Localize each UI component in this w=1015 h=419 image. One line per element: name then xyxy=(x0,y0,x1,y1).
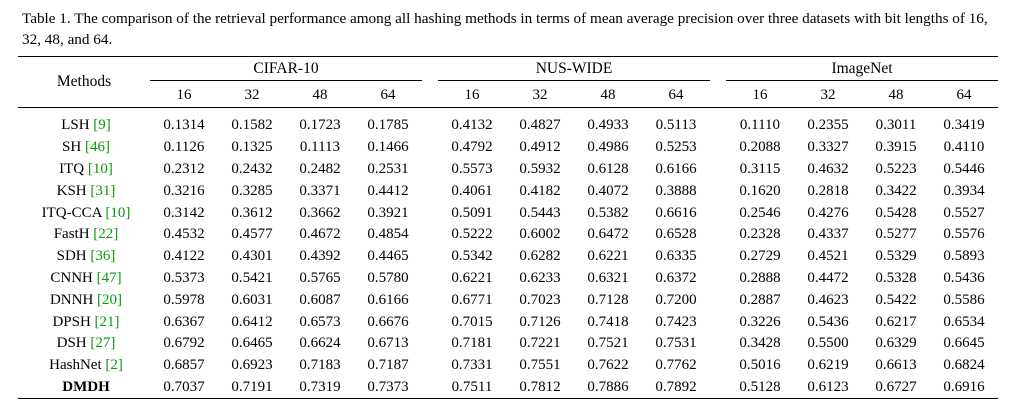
bits-header-imagenet-64: 64 xyxy=(956,86,972,103)
map-value-cell: 0.4827 xyxy=(519,117,561,134)
bits-header-cifar-32: 32 xyxy=(244,86,260,103)
map-value-cell: 0.4472 xyxy=(807,269,849,286)
map-value-cell: 0.5373 xyxy=(163,269,205,286)
map-value-cell: 0.7221 xyxy=(519,335,561,352)
map-value-cell: 0.5428 xyxy=(875,204,917,221)
column-gap xyxy=(710,115,726,137)
row-method-name xyxy=(18,377,150,399)
map-value-cell: 0.6465 xyxy=(231,335,273,352)
map-value-cell: 0.5443 xyxy=(519,204,561,221)
map-value-cell: 0.6534 xyxy=(943,313,985,330)
map-value-cell: 0.6031 xyxy=(231,291,273,308)
map-value-cell: 0.7423 xyxy=(655,313,697,330)
map-value-cell: 0.4276 xyxy=(807,204,849,221)
spacer-cell xyxy=(710,399,726,405)
map-value-cell: 0.6792 xyxy=(163,335,205,352)
map-value-cell: 0.5329 xyxy=(875,248,917,265)
spacer-cell xyxy=(506,108,574,116)
map-value-cell: 0.7126 xyxy=(519,313,561,330)
map-value-cell: 0.4061 xyxy=(451,182,493,199)
row-method-name xyxy=(18,268,150,290)
column-gap xyxy=(710,355,726,377)
method-label: DPSH xyxy=(52,313,91,330)
map-value-cell: 0.7418 xyxy=(587,313,629,330)
row-method-name xyxy=(18,311,150,333)
table-bottom-rule xyxy=(18,399,998,405)
map-value-cell: 0.3921 xyxy=(367,204,409,221)
map-value-cell: 0.4122 xyxy=(163,248,205,265)
methods-column-header: Methods xyxy=(18,57,150,108)
map-value-cell: 0.6321 xyxy=(587,269,629,286)
map-value-cell: 0.6857 xyxy=(163,357,205,374)
spacer-cell xyxy=(574,399,642,405)
group-header-cifar10 xyxy=(150,57,422,84)
map-value-cell: 0.6166 xyxy=(655,160,697,177)
column-gap xyxy=(422,377,438,399)
map-value-cell: 0.5500 xyxy=(807,335,849,352)
bits-header-imagenet-16: 16 xyxy=(752,86,768,103)
map-value-cell: 0.7181 xyxy=(451,335,493,352)
bits-header-nus-48: 48 xyxy=(600,86,616,103)
map-value-cell: 0.6824 xyxy=(943,357,985,374)
map-value-cell: 0.5342 xyxy=(451,248,493,265)
map-value-cell: 0.6923 xyxy=(231,357,273,374)
citation-ref[interactable]: [10] xyxy=(105,204,131,221)
table-row xyxy=(18,202,998,224)
map-value-cell: 0.1314 xyxy=(163,117,205,134)
map-value-cell: 0.3612 xyxy=(231,204,273,221)
map-value-cell: 0.3226 xyxy=(739,313,781,330)
map-value-cell: 0.4110 xyxy=(943,139,985,156)
table-row xyxy=(18,289,998,311)
method-label: DNNH xyxy=(49,291,94,308)
table-row xyxy=(18,137,998,159)
map-value-cell: 0.1126 xyxy=(163,139,205,156)
column-gap xyxy=(422,159,438,181)
column-gap xyxy=(710,159,726,181)
map-value-cell: 0.6128 xyxy=(587,160,629,177)
map-value-cell: 0.5253 xyxy=(655,139,697,156)
spacer-cell xyxy=(18,399,150,405)
map-value-cell: 0.7892 xyxy=(655,378,697,395)
map-value-cell: 0.7128 xyxy=(587,291,629,308)
map-value-cell: 0.6221 xyxy=(587,248,629,265)
spacer-cell xyxy=(218,399,286,405)
spacer-cell xyxy=(150,108,218,116)
spacer-cell xyxy=(422,108,438,116)
row-method-name xyxy=(18,202,150,224)
row-method-name xyxy=(18,355,150,377)
map-value-cell: 0.3888 xyxy=(655,182,697,199)
citation-ref[interactable]: [20] xyxy=(97,291,123,308)
column-gap xyxy=(710,289,726,311)
map-value-cell: 0.4912 xyxy=(519,139,561,156)
map-value-cell: 0.5421 xyxy=(231,269,273,286)
map-value-cell: 0.5780 xyxy=(367,269,409,286)
map-value-cell: 0.3371 xyxy=(299,182,341,199)
map-value-cell: 0.6916 xyxy=(943,378,985,395)
map-value-cell: 0.7191 xyxy=(231,378,273,395)
map-value-cell: 0.3011 xyxy=(875,117,917,134)
row-method-name xyxy=(18,289,150,311)
map-value-cell: 0.7511 xyxy=(451,378,493,395)
map-value-cell: 0.5328 xyxy=(875,269,917,286)
map-value-cell: 0.2729 xyxy=(739,248,781,265)
group-label-cifar10: CIFAR-10 xyxy=(150,60,422,81)
map-value-cell: 0.5765 xyxy=(299,269,341,286)
row-method-name xyxy=(18,224,150,246)
bits-header-cifar-16: 16 xyxy=(176,86,192,103)
method-label: HashNet xyxy=(49,357,102,374)
row-method-name xyxy=(18,159,150,181)
map-value-cell: 0.7015 xyxy=(451,313,493,330)
map-value-cell: 0.4337 xyxy=(807,226,849,243)
spacer-cell xyxy=(862,399,930,405)
table-row xyxy=(18,355,998,377)
method-label: SH xyxy=(62,139,82,156)
map-value-cell: 0.4792 xyxy=(451,139,493,156)
map-value-cell: 0.6335 xyxy=(655,248,697,265)
map-value-cell: 0.7023 xyxy=(519,291,561,308)
citation-ref[interactable]: [36] xyxy=(90,248,116,265)
map-value-cell: 0.3419 xyxy=(943,117,985,134)
map-value-cell: 0.6771 xyxy=(451,291,493,308)
map-value-cell: 0.2887 xyxy=(739,291,781,308)
bits-gap-1 xyxy=(422,84,438,108)
spacer-cell xyxy=(354,108,422,116)
map-value-cell: 0.5573 xyxy=(451,160,493,177)
citation-ref[interactable]: [9] xyxy=(93,117,111,134)
map-value-cell: 0.4412 xyxy=(367,182,409,199)
spacer-cell xyxy=(574,108,642,116)
column-gap xyxy=(422,115,438,137)
map-value-cell: 0.2432 xyxy=(231,160,273,177)
map-value-cell: 0.6217 xyxy=(875,313,917,330)
map-value-cell: 0.6123 xyxy=(807,378,849,395)
bits-gap-2 xyxy=(710,84,726,108)
map-value-cell: 0.6616 xyxy=(655,204,697,221)
map-value-cell: 0.6472 xyxy=(587,226,629,243)
spacer-cell xyxy=(286,399,354,405)
map-value-cell: 0.5446 xyxy=(943,160,985,177)
map-value-cell: 0.5932 xyxy=(519,160,561,177)
map-value-cell: 0.6166 xyxy=(367,291,409,308)
map-value-cell: 0.4623 xyxy=(807,291,849,308)
citation-ref[interactable]: [46] xyxy=(84,139,110,156)
column-gap xyxy=(422,311,438,333)
bits-header-cifar-64: 64 xyxy=(380,86,396,103)
map-value-cell: 0.1325 xyxy=(231,139,273,156)
row-method-name xyxy=(18,115,150,137)
map-value-cell: 0.5436 xyxy=(943,269,985,286)
spacer-cell xyxy=(150,399,218,405)
table-header xyxy=(18,57,998,108)
map-value-cell: 0.7331 xyxy=(451,357,493,374)
map-value-cell: 0.1466 xyxy=(367,139,409,156)
spacer-cell xyxy=(354,399,422,405)
map-value-cell: 0.4301 xyxy=(231,248,273,265)
group-header-imagenet xyxy=(726,57,998,84)
map-value-cell: 0.7531 xyxy=(655,335,697,352)
map-value-cell: 0.5422 xyxy=(875,291,917,308)
map-value-cell: 0.6624 xyxy=(299,335,341,352)
bits-header-imagenet-32: 32 xyxy=(820,86,836,103)
group-label-imagenet: ImageNet xyxy=(726,60,998,81)
map-value-cell: 0.6676 xyxy=(367,313,409,330)
table-row xyxy=(18,180,998,202)
map-value-cell: 0.5382 xyxy=(587,204,629,221)
map-value-cell: 0.7622 xyxy=(587,357,629,374)
map-value-cell: 0.2482 xyxy=(299,160,341,177)
column-gap xyxy=(710,311,726,333)
citation-ref[interactable]: [31] xyxy=(90,182,116,199)
map-value-cell: 0.2531 xyxy=(367,160,409,177)
column-gap xyxy=(710,137,726,159)
map-value-cell: 0.4933 xyxy=(587,117,629,134)
method-label: SDH xyxy=(56,248,87,265)
method-label: FastH xyxy=(53,226,90,243)
map-value-cell: 0.5436 xyxy=(807,313,849,330)
spacer-cell xyxy=(438,399,506,405)
map-value-cell: 0.1785 xyxy=(367,117,409,134)
map-value-cell: 0.6329 xyxy=(875,335,917,352)
map-value-cell: 0.2355 xyxy=(807,117,849,134)
map-value-cell: 0.1582 xyxy=(231,117,273,134)
map-value-cell: 0.5113 xyxy=(655,117,697,134)
map-value-cell: 0.4672 xyxy=(299,226,341,243)
group-header-nuswide xyxy=(438,57,710,84)
map-value-cell: 0.3422 xyxy=(875,182,917,199)
citation-ref[interactable]: [10] xyxy=(87,160,113,177)
map-value-cell: 0.3115 xyxy=(739,160,781,177)
column-gap xyxy=(422,180,438,202)
spacer-cell xyxy=(726,108,794,116)
column-gap xyxy=(422,333,438,355)
method-label: KSH xyxy=(56,182,87,199)
map-value-cell: 0.1113 xyxy=(299,139,341,156)
map-value-cell: 0.3216 xyxy=(163,182,205,199)
spacer-cell xyxy=(18,108,150,116)
map-value-cell: 0.5978 xyxy=(163,291,205,308)
spacer-cell xyxy=(506,399,574,405)
table-row xyxy=(18,333,998,355)
map-value-cell: 0.2312 xyxy=(163,160,205,177)
map-value-cell: 0.3285 xyxy=(231,182,273,199)
column-gap xyxy=(710,180,726,202)
results-table-container xyxy=(18,56,998,404)
map-value-cell: 0.6412 xyxy=(231,313,273,330)
bits-header-nus-64: 64 xyxy=(668,86,684,103)
map-value-cell: 0.7187 xyxy=(367,357,409,374)
spacer-cell xyxy=(422,399,438,405)
column-gap xyxy=(710,268,726,290)
column-gap xyxy=(422,355,438,377)
group-label-nuswide: NUS-WIDE xyxy=(438,60,710,81)
map-value-cell: 0.5586 xyxy=(943,291,985,308)
bits-header-nus-32: 32 xyxy=(532,86,548,103)
map-value-cell: 0.4132 xyxy=(451,117,493,134)
map-value-cell: 0.6367 xyxy=(163,313,205,330)
map-value-cell: 0.2328 xyxy=(739,226,781,243)
map-value-cell: 0.5091 xyxy=(451,204,493,221)
column-gap xyxy=(422,137,438,159)
method-label: DMDH xyxy=(62,378,110,395)
spacer-cell xyxy=(794,399,862,405)
map-value-cell: 0.3915 xyxy=(875,139,917,156)
map-value-cell: 0.6002 xyxy=(519,226,561,243)
map-value-cell: 0.6713 xyxy=(367,335,409,352)
header-rule-spacer xyxy=(18,108,998,116)
map-value-cell: 0.2088 xyxy=(739,139,781,156)
method-label: ITQ xyxy=(59,160,85,177)
map-value-cell: 0.6573 xyxy=(299,313,341,330)
citation-ref[interactable]: [47] xyxy=(96,269,122,286)
map-value-cell: 0.5016 xyxy=(739,357,781,374)
column-gap xyxy=(710,202,726,224)
spacer-cell xyxy=(642,108,710,116)
map-value-cell: 0.6727 xyxy=(875,378,917,395)
map-value-cell: 0.7762 xyxy=(655,357,697,374)
table-row xyxy=(18,224,998,246)
column-gap xyxy=(422,246,438,268)
bits-header-nus-16: 16 xyxy=(464,86,480,103)
map-value-cell: 0.4072 xyxy=(587,182,629,199)
column-gap xyxy=(710,377,726,399)
map-value-cell: 0.5576 xyxy=(943,226,985,243)
map-value-cell: 0.6645 xyxy=(943,335,985,352)
method-label: LSH xyxy=(61,117,90,134)
spacer-cell xyxy=(930,399,998,405)
map-value-cell: 0.4532 xyxy=(163,226,205,243)
map-value-cell: 0.7037 xyxy=(163,378,205,395)
table-row xyxy=(18,159,998,181)
column-gap xyxy=(710,333,726,355)
column-gap xyxy=(422,202,438,224)
method-label: DSH xyxy=(56,335,87,352)
citation-ref[interactable]: [2] xyxy=(105,357,123,374)
map-value-cell: 0.1110 xyxy=(739,117,781,134)
group-gap-1 xyxy=(422,57,438,84)
map-value-cell: 0.7200 xyxy=(655,291,697,308)
table-caption: Table 1. The comparison of the retrieval performance among all hashing methods in terms of mean average precision over three datasets with bit lengths of 16, 32, 48, and 64. xyxy=(22,10,988,48)
header-bits-row xyxy=(18,84,998,108)
column-gap xyxy=(422,224,438,246)
spacer-cell xyxy=(862,108,930,116)
map-value-cell: 0.7183 xyxy=(299,357,341,374)
map-value-cell: 0.7551 xyxy=(519,357,561,374)
map-value-cell: 0.7521 xyxy=(587,335,629,352)
table-row xyxy=(18,377,998,399)
map-value-cell: 0.4182 xyxy=(519,182,561,199)
table-row xyxy=(18,268,998,290)
row-method-name xyxy=(18,333,150,355)
map-value-cell: 0.4465 xyxy=(367,248,409,265)
spacer-cell xyxy=(794,108,862,116)
map-value-cell: 0.6087 xyxy=(299,291,341,308)
map-value-cell: 0.5893 xyxy=(943,248,985,265)
map-value-cell: 0.7886 xyxy=(587,378,629,395)
map-value-cell: 0.2546 xyxy=(739,204,781,221)
bits-header-imagenet-48: 48 xyxy=(888,86,904,103)
map-value-cell: 0.4392 xyxy=(299,248,341,265)
map-value-cell: 0.5128 xyxy=(739,378,781,395)
citation-ref[interactable]: [27] xyxy=(90,335,116,352)
header-group-row xyxy=(18,57,998,84)
citation-ref[interactable]: [22] xyxy=(93,226,119,243)
spacer-cell xyxy=(218,108,286,116)
map-value-cell: 0.6219 xyxy=(807,357,849,374)
map-value-cell: 0.6372 xyxy=(655,269,697,286)
column-gap xyxy=(710,224,726,246)
map-value-cell: 0.4577 xyxy=(231,226,273,243)
table-row xyxy=(18,246,998,268)
map-value-cell: 0.5277 xyxy=(875,226,917,243)
row-method-name xyxy=(18,137,150,159)
map-value-cell: 0.4521 xyxy=(807,248,849,265)
map-value-cell: 0.6613 xyxy=(875,357,917,374)
map-value-cell: 0.4986 xyxy=(587,139,629,156)
map-value-cell: 0.7319 xyxy=(299,378,341,395)
method-label: CNNH xyxy=(50,269,93,286)
map-value-cell: 0.6528 xyxy=(655,226,697,243)
map-value-cell: 0.5222 xyxy=(451,226,493,243)
map-value-cell: 0.1723 xyxy=(299,117,341,134)
spacer-cell xyxy=(438,108,506,116)
map-value-cell: 0.5527 xyxy=(943,204,985,221)
spacer-cell xyxy=(710,108,726,116)
spacer-cell xyxy=(726,399,794,405)
map-value-cell: 0.4632 xyxy=(807,160,849,177)
method-label: ITQ-CCA xyxy=(41,204,102,221)
map-value-cell: 0.3662 xyxy=(299,204,341,221)
column-gap xyxy=(422,268,438,290)
map-value-cell: 0.3428 xyxy=(739,335,781,352)
map-value-cell: 0.7373 xyxy=(367,378,409,395)
map-value-cell: 0.3327 xyxy=(807,139,849,156)
map-value-cell: 0.6233 xyxy=(519,269,561,286)
table-row xyxy=(18,311,998,333)
results-table xyxy=(18,56,998,404)
row-method-name xyxy=(18,180,150,202)
group-gap-2 xyxy=(710,57,726,84)
map-value-cell: 0.7812 xyxy=(519,378,561,395)
map-value-cell: 0.6282 xyxy=(519,248,561,265)
spacer-cell xyxy=(642,399,710,405)
map-value-cell: 0.1620 xyxy=(739,182,781,199)
row-method-name xyxy=(18,246,150,268)
spacer-cell xyxy=(286,108,354,116)
map-value-cell: 0.3934 xyxy=(943,182,985,199)
map-value-cell: 0.4854 xyxy=(367,226,409,243)
column-gap xyxy=(422,289,438,311)
map-value-cell: 0.5223 xyxy=(875,160,917,177)
map-value-cell: 0.2888 xyxy=(739,269,781,286)
table-row xyxy=(18,115,998,137)
map-value-cell: 0.3142 xyxy=(163,204,205,221)
map-value-cell: 0.2818 xyxy=(807,182,849,199)
column-gap xyxy=(710,246,726,268)
spacer-cell xyxy=(930,108,998,116)
bits-header-cifar-48: 48 xyxy=(312,86,328,103)
citation-ref[interactable]: [21] xyxy=(94,313,120,330)
map-value-cell: 0.6221 xyxy=(451,269,493,286)
table-body xyxy=(18,108,998,405)
